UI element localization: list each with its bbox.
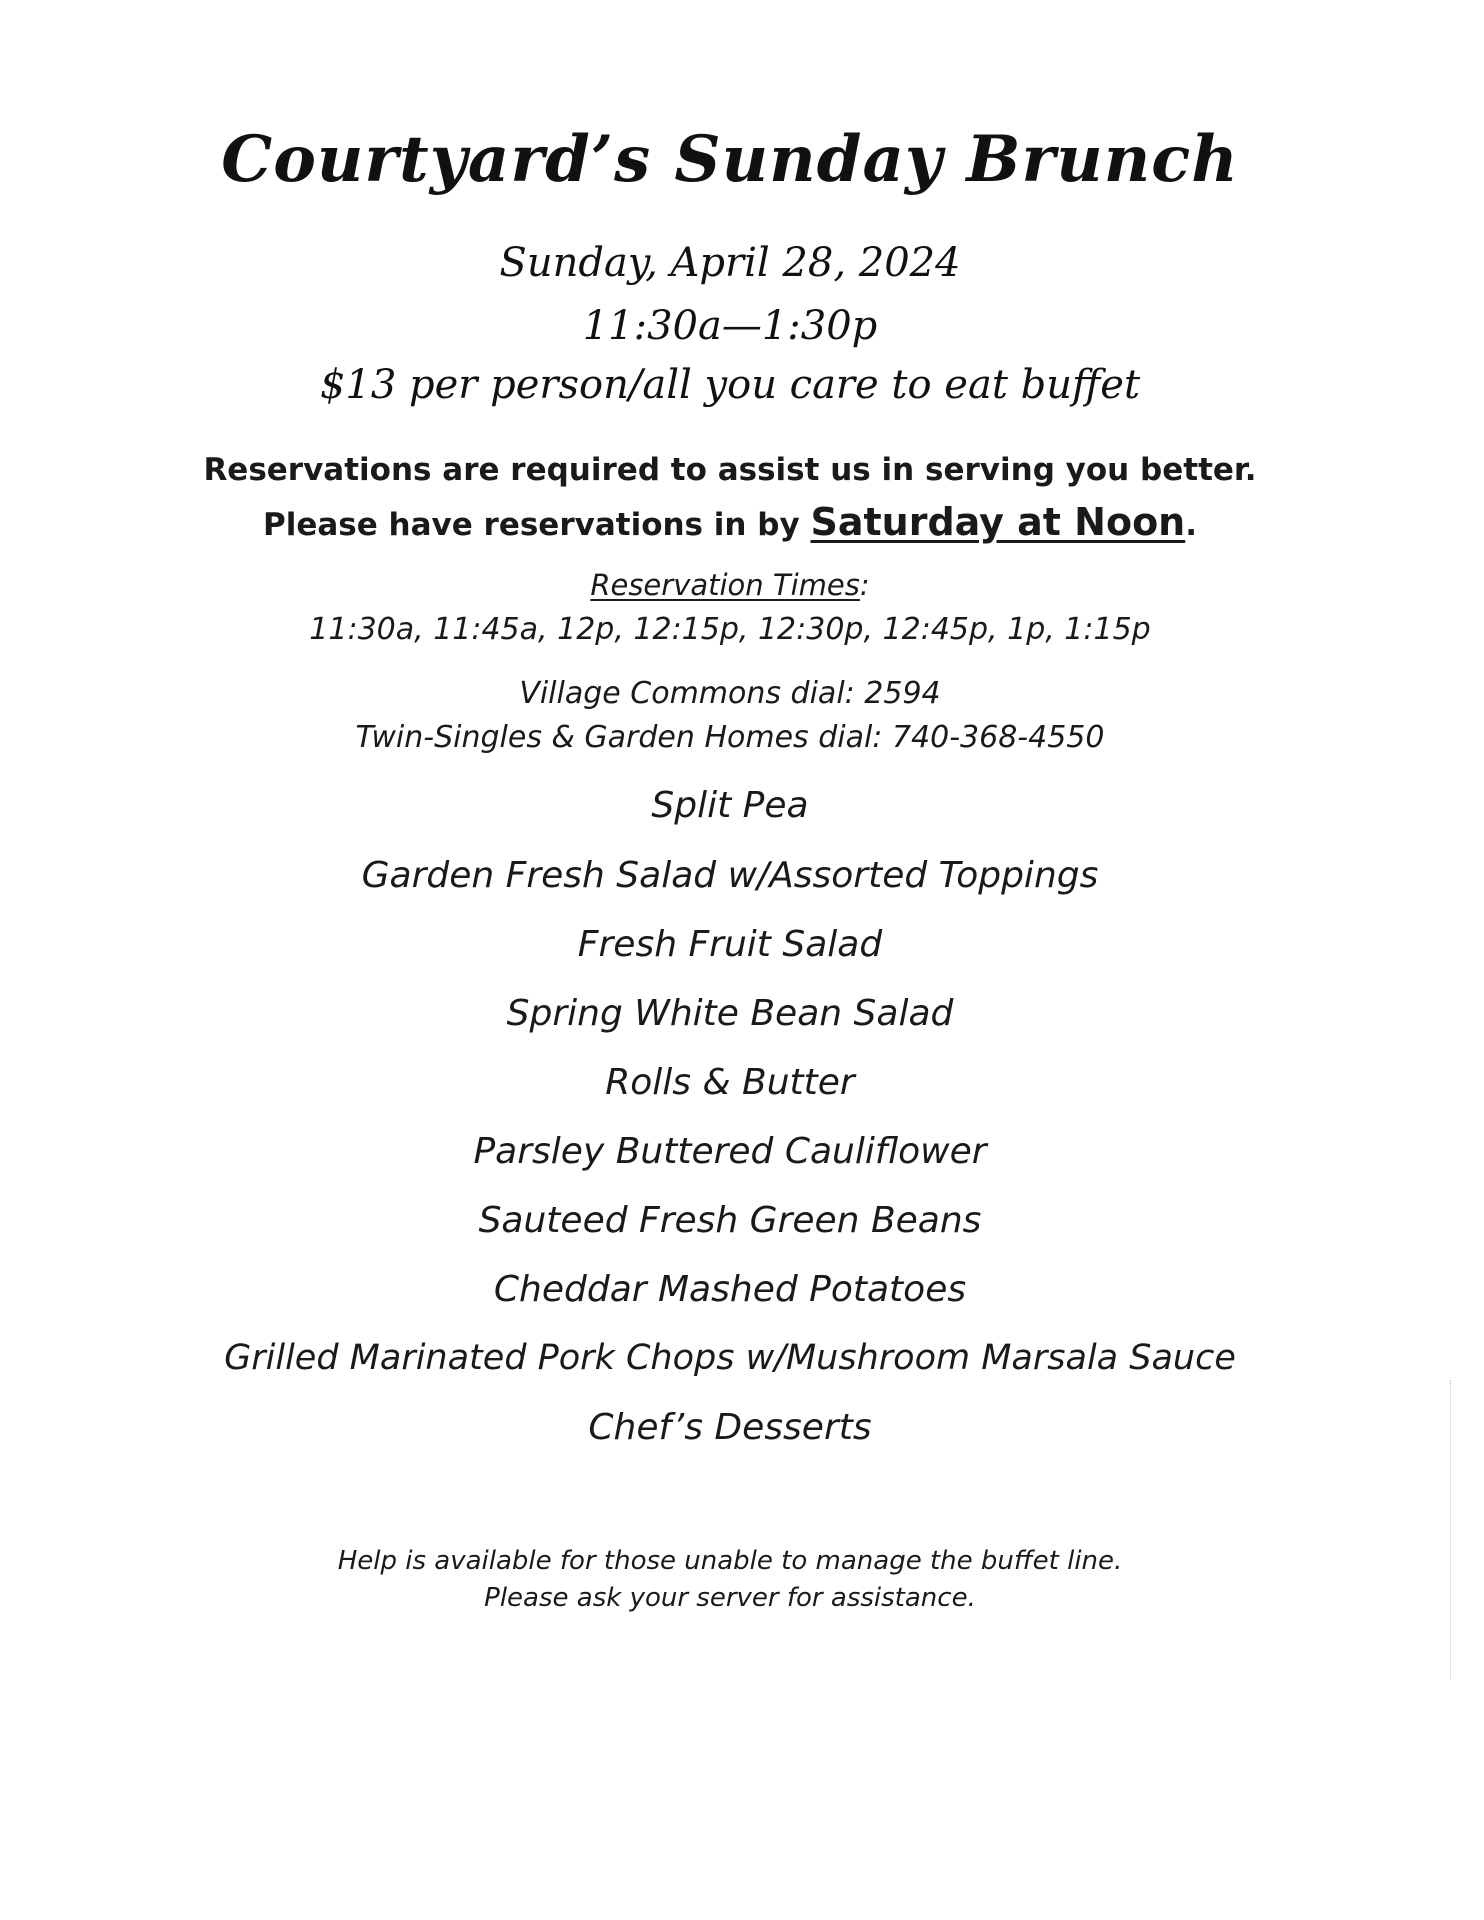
reservation-deadline: Saturday at Noon [810,500,1186,544]
dial-twin-singles: Twin-Singles & Garden Homes dial: 740-368-4550 [355,720,1105,755]
menu-item: Grilled Marinated Pork Chops w/Mushroom Marsala Sauce [224,1338,1236,1378]
event-date: Sunday, April 28, 2024 [499,240,961,286]
reservation-times-heading [0,568,1460,602]
reservation-times-list: 11:30a, 11:45a, 12p, 12:15p, 12:30p, 12:45p, 1p, 1:15p [309,612,1151,647]
reservation-deadline-line [0,500,1460,544]
dial-village-commons: Village Commons dial: 2594 [519,676,941,711]
reservation-times-colon: : [859,568,870,602]
footer-help-text: Help is available for those unable to manage the buffet line. [337,1546,1123,1576]
menu-item: Split Pea [651,785,809,826]
menu-item: Fresh Fruit Salad [577,924,883,965]
reservation-required-text: Reservations are required to assist us in serving you better. [203,452,1257,488]
page-title: Courtyard’s Sunday Brunch [221,122,1239,197]
menu-item: Sauteed Fresh Green Beans [478,1200,982,1241]
menu-item: Rolls & Butter [605,1062,855,1103]
menu-item: Spring White Bean Salad [506,993,954,1034]
event-price: $13 per person/all you care to eat buffet [319,362,1141,408]
scan-edge-mark [1450,1380,1453,1680]
reservation-times-label: Reservation Times [590,568,860,602]
menu-item: Parsley Buttered Cauliflower [473,1131,987,1172]
event-hours: 11:30a—1:30p [582,303,878,349]
reservation-deadline-prefix: Please have reservations in by [262,507,811,543]
reservation-deadline-suffix: . [1185,507,1198,543]
menu-item: Garden Fresh Salad w/Assorted Toppings [361,855,1099,896]
menu-item: Chef’s Desserts [588,1407,872,1448]
footer-assistance-text: Please ask your server for assistance. [484,1583,976,1613]
menu-item: Cheddar Mashed Potatoes [493,1269,967,1310]
